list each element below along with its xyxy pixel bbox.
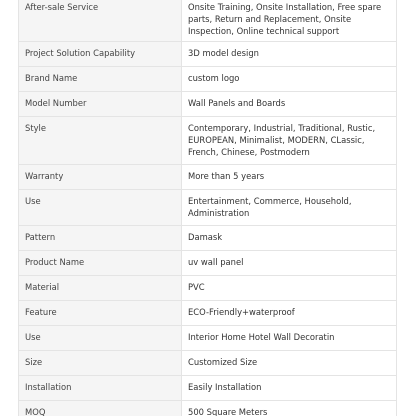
spec-label: After-sale Service (19, 0, 182, 42)
spec-label: Brand Name (19, 67, 182, 92)
spec-row-use (19, 190, 397, 226)
spec-label: Installation (19, 376, 182, 401)
spec-label: Pattern (19, 226, 182, 251)
spec-value: More than 5 years (182, 165, 397, 190)
spec-value: uv wall panel (182, 251, 397, 276)
spec-value: 500 Square Meters (182, 401, 397, 416)
spec-label: Style (19, 117, 182, 165)
spec-label: Material (19, 276, 182, 301)
spec-row-product-name (19, 251, 397, 276)
spec-row-installation (19, 376, 397, 401)
spec-value: Contemporary, Industrial, Traditional, Rustic, EUROPEAN, Minimalist, MODERN, CLassic, French, Chinese, Postmodern (182, 117, 397, 165)
spec-value: 3D model design (182, 42, 397, 67)
spec-row-moq (19, 401, 397, 416)
spec-value: Damask (182, 226, 397, 251)
spec-row-feature (19, 301, 397, 326)
spec-value: Interior Home Hotel Wall Decoratin (182, 326, 397, 351)
spec-row-brand-name (19, 67, 397, 92)
spec-label: Project Solution Capability (19, 42, 182, 67)
spec-value: Entertainment, Commerce, Household, Administration (182, 190, 397, 226)
spec-row-model-number (19, 92, 397, 117)
spec-value: Onsite Training, Onsite Installation, Free spare parts, Return and Replacement, Onsite Inspection, Online technical support (182, 0, 397, 42)
product-spec-table (18, 0, 397, 416)
spec-value: PVC (182, 276, 397, 301)
spec-row-after-sale-service (19, 0, 397, 42)
spec-row-pattern (19, 226, 397, 251)
spec-row-material (19, 276, 397, 301)
spec-value: Easily Installation (182, 376, 397, 401)
spec-row-size (19, 351, 397, 376)
spec-value: ECO-Friendly+waterproof (182, 301, 397, 326)
spec-label: Model Number (19, 92, 182, 117)
spec-label: Product Name (19, 251, 182, 276)
spec-label: MOQ (19, 401, 182, 416)
spec-label: Use (19, 326, 182, 351)
spec-label: Feature (19, 301, 182, 326)
spec-label: Use (19, 190, 182, 226)
spec-value: Customized Size (182, 351, 397, 376)
spec-value: custom logo (182, 67, 397, 92)
spec-label: Warranty (19, 165, 182, 190)
spec-value: Wall Panels and Boards (182, 92, 397, 117)
spec-row-use-interior (19, 326, 397, 351)
spec-row-project-solution-capability (19, 42, 397, 67)
spec-row-style (19, 117, 397, 165)
spec-label: Size (19, 351, 182, 376)
spec-row-warranty (19, 165, 397, 190)
